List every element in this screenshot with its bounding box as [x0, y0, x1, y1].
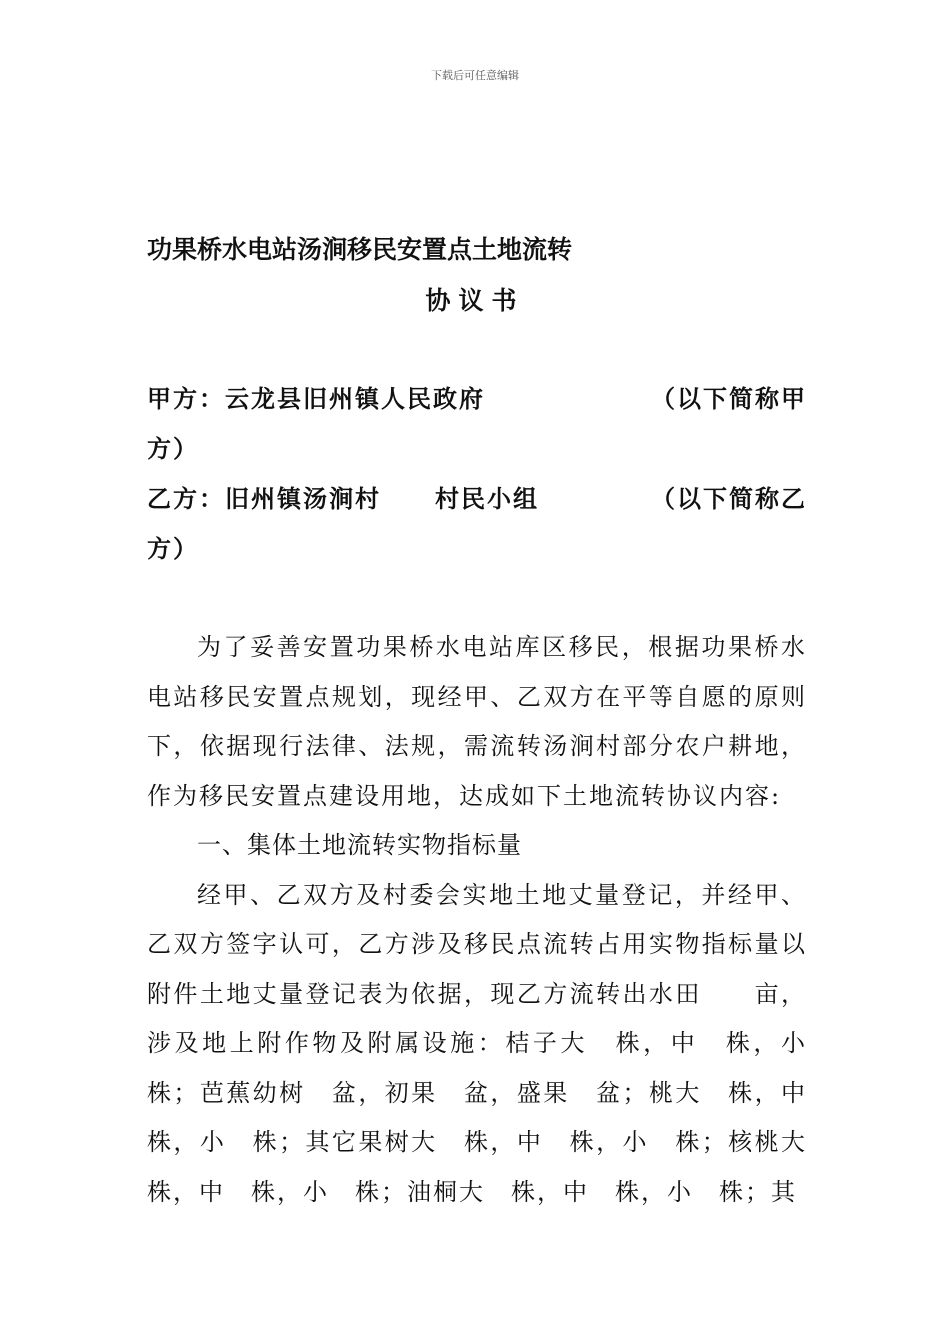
party-b [147, 474, 807, 574]
agreement-body [147, 623, 833, 1217]
document-subtitle: 协议书 [425, 286, 525, 315]
party-a-note: （以下简称甲 [651, 385, 807, 413]
intro-paragraph: 为了妥善安置功果桥水电站库区移民，根据功果桥水电站移民安置点规划，现经甲、乙双方在平等自愿的原则下，依据现行法律、法规，需流转汤涧村部分农户耕地，作为移民安置点建设用地，达成如下土地流转协议内容: [147, 633, 807, 810]
party-a-label: 甲方：云龙县旧州镇人民政府 [147, 385, 485, 413]
party-a [147, 374, 807, 474]
party-b-note: （以下简称乙 [651, 485, 807, 513]
document-title: 功果桥水电站汤涧移民安置点土地流转 [147, 235, 573, 264]
party-b-wrap: 方） [147, 535, 199, 563]
section-heading-1: 一、集体土地流转实物指标量 [197, 831, 522, 859]
party-a-wrap: 方） [147, 435, 199, 463]
section-1-paragraph: 经甲、乙双方及村委会实地土地丈量登记，并经甲、乙双方签字认可，乙方涉及移民点流转占用实物指标量以附件土地丈量登记表为依据，现乙方流转出水田 亩，涉及地上附作物及附属设施：桔子大 株，中 株，小 株；芭蕉幼树 盆，初果 盆，盛果 盆；桃大 株，中 株，小 株；其它果树大 株，中 株，小 株；核桃大 株，中 株，小 株；油桐大 株，中 株，小 株；其 [147, 880, 833, 1206]
party-b-group: 村民小组 [435, 485, 539, 513]
party-b-label: 乙方：旧州镇汤涧村 [147, 485, 381, 513]
page-header: 下载后可任意编辑 [431, 69, 519, 82]
party-b-label-group [147, 474, 539, 524]
